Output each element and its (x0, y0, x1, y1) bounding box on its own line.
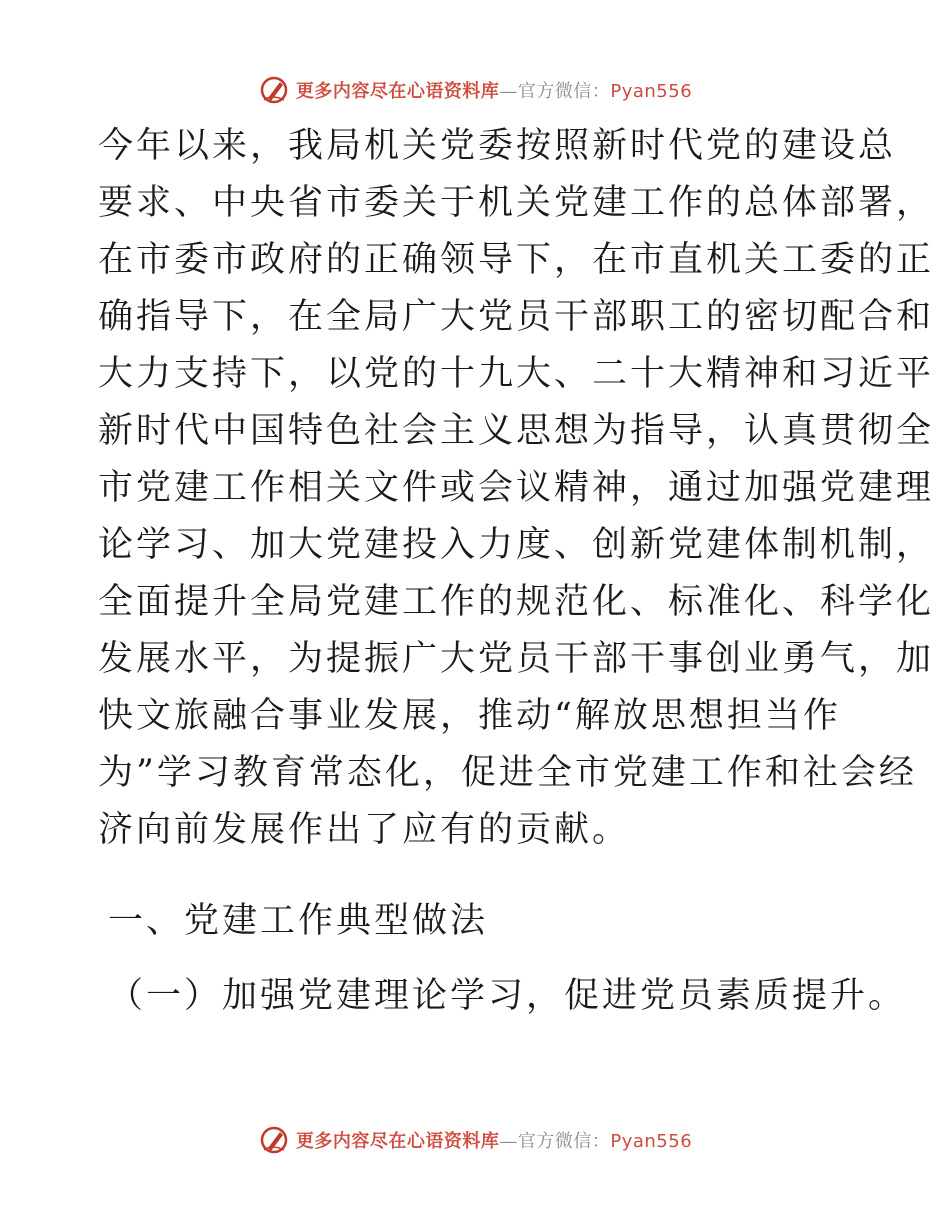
paragraph-line: 在市委市政府的正确领导下，在市直机关工委的正 (98, 240, 935, 280)
pen-circle-logo-icon (258, 1124, 290, 1156)
watermark-main-text: 更多内容尽在心语资料库 (295, 1131, 500, 1152)
watermark-text (296, 1127, 692, 1153)
paragraph-line: 确指导下，在全局广大党员干部职工的密切配合和 (98, 297, 935, 337)
intro-paragraph (98, 118, 935, 859)
pen-circle-logo-icon (258, 74, 290, 106)
watermark-wechat-id: Pyan556 (610, 1131, 693, 1152)
header-watermark (0, 70, 950, 110)
watermark-text (296, 77, 692, 103)
footer-watermark (0, 1120, 950, 1160)
paragraph-line: 快文旅融合事业发展，推动“解放思想担当作 (98, 696, 841, 736)
watermark-dash: — (499, 81, 518, 102)
paragraph-line: 大力支持下，以党的十九大、二十大精神和习近平 (98, 354, 935, 394)
paragraph-line: 发展水平，为提振广大党员干部干事创业勇气，加 (98, 639, 935, 679)
paragraph-line: 新时代中国特色社会主义思想为指导，认真贯彻全 (98, 411, 935, 451)
paragraph-line: 今年以来，我局机关党委按照新时代党的建设总 (98, 126, 897, 166)
watermark-wechat-id: Pyan556 (610, 81, 693, 102)
watermark-main-text: 更多内容尽在心语资料库 (295, 81, 500, 102)
paragraph-line: 市党建工作相关文件或会议精神，通过加强党建理 (98, 468, 935, 508)
paragraph-line: 济向前发展作出了应有的贡献。 (98, 810, 631, 850)
paragraph-line: 论学习、加大党建投入力度、创新党建体制机制， (98, 525, 935, 565)
paragraph-line: 为”学习教育常态化，促进全市党建工作和社会经 (98, 753, 917, 793)
watermark-dash: — (499, 1131, 518, 1152)
watermark-wechat-label: 官方微信： (517, 81, 611, 102)
section-heading: 一、党建工作典型做法 (108, 901, 489, 941)
watermark-wechat-label: 官方微信： (517, 1131, 611, 1152)
paragraph-line: 全面提升全局党建工作的规范化、标准化、科学化 (98, 582, 935, 622)
paragraph-line: 要求、中央省市委关于机关党建工作的总体部署， (98, 183, 935, 223)
subsection-heading: （一）加强党建理论学习，促进党员素质提升。 (108, 976, 907, 1016)
